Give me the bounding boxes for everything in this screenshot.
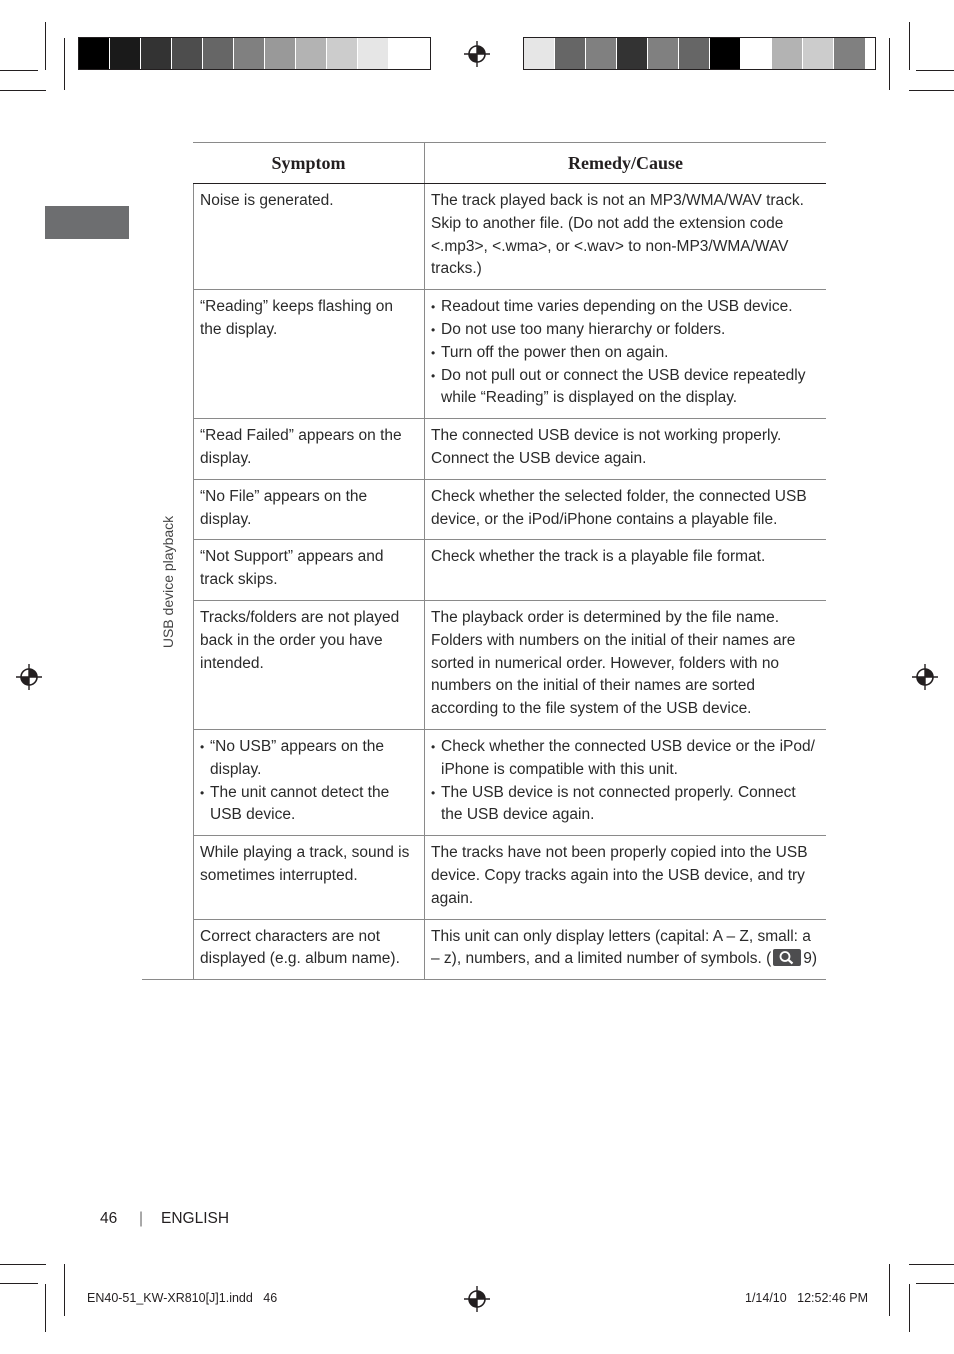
slug-file-info: EN40-51_KW-XR810[J]1.indd 46	[87, 1291, 278, 1305]
bar-right-swatch	[679, 38, 710, 69]
grayscale-color-bar-right	[523, 37, 876, 70]
table-row	[193, 290, 826, 419]
registration-mark-icon	[16, 664, 42, 690]
symptom-text: “Read Failed” appears on the display.	[200, 427, 402, 467]
bar-left-swatch	[296, 38, 327, 69]
symptom-cell	[193, 730, 424, 835]
crop-mark	[909, 1264, 954, 1265]
symptom-list	[200, 736, 418, 827]
symptom-cell	[193, 601, 424, 729]
remedy-text: Check whether the selected folder, the connected USB device, or the iPod/iPhone contains a playable file.	[431, 487, 807, 528]
bar-left-swatch	[79, 38, 110, 69]
symptom-cell	[193, 836, 424, 918]
remedy-text: The tracks have not been properly copied into the USB device. Copy tracks again into the USB device, and try again.	[431, 844, 808, 907]
registration-mark-icon	[464, 41, 490, 67]
bar-left-swatch	[203, 38, 234, 69]
symptom-cell	[193, 920, 424, 980]
bar-right-swatch	[710, 38, 741, 69]
remedy-header: Remedy/Cause	[424, 143, 826, 183]
bar-left-swatch	[265, 38, 296, 69]
crop-mark	[889, 1264, 890, 1316]
bar-right-swatch	[555, 38, 586, 69]
table-row	[193, 540, 826, 601]
crop-mark	[909, 90, 954, 91]
bar-right-swatch	[834, 38, 865, 69]
table-row	[193, 730, 826, 836]
bar-right-swatch	[617, 38, 648, 69]
bar-left-swatch	[358, 38, 389, 69]
bar-left-swatch	[141, 38, 172, 69]
bar-right-swatch	[741, 38, 772, 69]
table-row	[193, 480, 826, 541]
symptom-cell	[193, 184, 424, 289]
remedy-cell	[424, 419, 826, 479]
table-header	[193, 142, 826, 184]
symptom-cell	[193, 419, 424, 479]
crop-mark	[64, 38, 65, 90]
remedy-cell	[424, 730, 826, 835]
section-label-text: USB device playback	[159, 515, 176, 648]
crop-mark	[0, 1264, 46, 1265]
bar-right-swatch	[586, 38, 617, 69]
reference-page: 9)	[803, 950, 818, 968]
bar-right-swatch	[803, 38, 834, 69]
list-item: • The unit cannot detect the USB device.	[200, 782, 418, 828]
remedy-text: The track played back is not an MP3/WMA/WAV track. Skip to another file. (Do not add the extension code <.mp3>, <.wma>, or <.wav> to non-MP3/WMA/WAV tracks.)	[431, 192, 804, 278]
bar-left-swatch	[327, 38, 358, 69]
footer-separator: |	[139, 1210, 144, 1227]
table-row	[193, 920, 826, 980]
remedy-text: The playback order is determined by the file name. Folders with numbers on the initial of their names are sorted in numerical order. However, folders with no numbers on the initial of their names are sorted according to the file system of the USB device.	[431, 608, 796, 718]
remedy-list	[431, 736, 820, 827]
footer-language: ENGLISH	[161, 1210, 230, 1227]
list-item: • Do not pull out or connect the USB device repeatedly while “Reading” is displayed on the display.	[431, 365, 820, 411]
list-item: • The USB device is not connected properly. Connect the USB device again.	[431, 782, 820, 828]
bar-left-swatch	[110, 38, 141, 69]
remedy-cell	[424, 290, 826, 418]
bar-left-swatch	[234, 38, 265, 69]
table-row	[193, 184, 826, 290]
crop-mark	[45, 1284, 46, 1332]
remedy-text: Check whether the track is a playable file format.	[431, 548, 766, 566]
remedy-cell	[424, 920, 826, 980]
symptom-text: While playing a track, sound is sometimes interrupted.	[200, 844, 410, 884]
list-item: • Readout time varies depending on the USB device.	[431, 296, 820, 319]
symptom-cell	[193, 480, 424, 540]
crop-mark	[0, 1283, 38, 1284]
bar-left-swatch	[172, 38, 203, 69]
list-item: • Do not use too many hierarchy or folders.	[431, 319, 820, 342]
symptom-text: “No File” appears on the display.	[200, 487, 368, 528]
chapter-side-tab	[45, 206, 129, 239]
table-row	[193, 419, 826, 480]
magnifier-reference-icon	[773, 949, 801, 966]
symptom-text: Noise is generated.	[200, 192, 334, 209]
remedy-cell	[424, 540, 826, 600]
crop-mark	[889, 38, 890, 90]
slug-date-info: 1/14/10 12:52:46 PM	[745, 1291, 869, 1305]
symptom-text: “Reading” keeps flashing on the display.	[200, 298, 394, 338]
registration-mark-icon	[464, 1286, 490, 1312]
troubleshooting-table	[142, 142, 826, 980]
remedy-cell	[424, 184, 826, 289]
remedy-cell	[424, 836, 826, 918]
list-item: • Turn off the power then on again.	[431, 342, 820, 365]
symptom-cell	[193, 540, 424, 600]
table-row	[193, 601, 826, 730]
crop-mark	[64, 1264, 65, 1316]
crop-mark	[909, 1284, 910, 1332]
list-item: • “No USB” appears on the display.	[200, 736, 418, 782]
bar-left-swatch	[389, 38, 420, 69]
remedy-cell	[424, 601, 826, 729]
crop-mark	[0, 90, 46, 91]
crop-mark	[45, 22, 46, 70]
remedy-text: This unit can only display letters (capital: A – Z, small: a – z), numbers, and a limited number of symbols. (	[431, 927, 811, 968]
crop-mark	[909, 22, 910, 70]
section-label	[142, 184, 193, 979]
symptom-cell	[193, 290, 424, 418]
bar-right-swatch	[648, 38, 679, 69]
table-body	[142, 184, 826, 980]
table-row	[193, 836, 826, 919]
bar-right-swatch	[772, 38, 803, 69]
remedy-list	[431, 296, 820, 410]
registration-mark-icon	[912, 664, 938, 690]
crop-mark	[916, 1283, 954, 1284]
page-number: 46	[100, 1210, 118, 1227]
symptom-text: Tracks/folders are not played back in the order you have intended.	[200, 608, 400, 672]
symptom-text: “Not Support” appears and track skips.	[200, 548, 384, 589]
symptom-text: Correct characters are not displayed (e.g. album name).	[200, 927, 400, 968]
crop-mark	[916, 70, 954, 71]
remedy-cell	[424, 480, 826, 540]
remedy-text: The connected USB device is not working properly. Connect the USB device again.	[431, 427, 782, 467]
grayscale-color-bar-left	[78, 37, 431, 70]
list-item: • Check whether the connected USB device or the iPod/ iPhone is compatible with this unit.	[431, 736, 820, 782]
crop-mark	[0, 70, 38, 71]
bar-right-swatch	[524, 38, 555, 69]
symptom-header: Symptom	[271, 152, 346, 173]
